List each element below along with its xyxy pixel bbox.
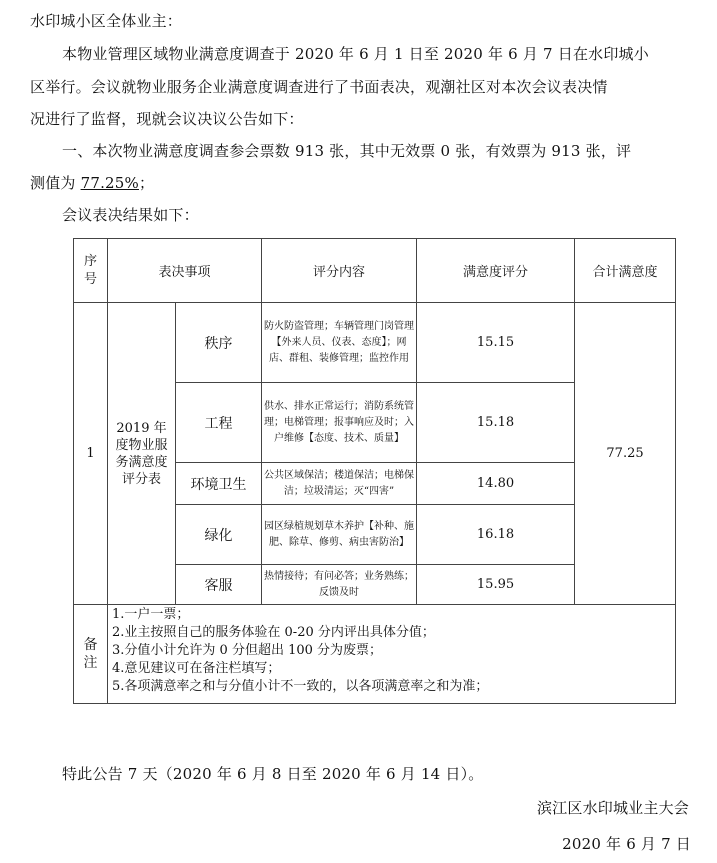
category-customer-service: 客服 (176, 565, 262, 605)
score-order: 15.15 (417, 303, 575, 383)
header-score: 满意度评分 (417, 239, 575, 303)
header-content: 评分内容 (262, 239, 417, 303)
evaluation-prefix: 测值为 (30, 174, 81, 192)
note-item: 5.各项满意率之和与分值小计不一致的，以各项满意率之和为准； (112, 679, 489, 694)
content-customer-service: 热情接待；有问必答；业务熟练；反馈及时 (262, 565, 417, 605)
note-item: 1.一户一票； (112, 607, 190, 622)
content-order: 防火防盗管理；车辆管理门岗管理【外来人员、仪表、态度】；网店、群租、装修管理；监控作用 (262, 303, 417, 383)
seq-number: 1 (74, 303, 108, 605)
header-item: 表决事项 (108, 239, 262, 303)
table-row (74, 303, 676, 383)
signature: 滨江区水印城业主大会 (536, 799, 689, 817)
category-order: 秩序 (176, 303, 262, 383)
score-customer-service: 15.95 (417, 565, 575, 605)
content-sanitation: 公共区域保洁；楼道保洁；电梯保洁；垃圾清运；灭“四害” (262, 463, 417, 505)
category-engineering: 工程 (176, 383, 262, 463)
evaluation-suffix: ； (138, 174, 155, 192)
content-engineering: 供水、排水正常运行；消防系统管理；电梯管理；报事响应及时；入户维修【态度、技术、质量】 (262, 383, 417, 463)
notes-row (74, 605, 676, 704)
score-sanitation: 14.80 (417, 463, 575, 505)
content-greening: 园区绿植规划草木养护【补种、施肥、除草、修剪、病虫害防治】 (262, 505, 417, 565)
results-intro: 会议表决结果如下： (62, 206, 199, 224)
paragraph-2-line-2 (30, 173, 154, 193)
paragraph-1-line-2: 区举行。会议就物业服务企业满意度调查进行了书面表决，观潮社区对本次会议表决情 (30, 78, 608, 96)
form-name-cell (108, 303, 176, 605)
total-satisfaction: 77.25 (575, 303, 676, 605)
note-item: 3.分值小计允许为 0 分但超出 100 分为废票； (112, 643, 383, 658)
note-item: 2.业主按照自己的服务体验在 0-20 分内评出具体分值； (112, 625, 435, 640)
score-engineering: 15.18 (417, 383, 575, 463)
notes-list (108, 605, 676, 704)
category-greening: 绿化 (176, 505, 262, 565)
evaluation-value: 77.25% (80, 174, 139, 192)
header-seq: 序号 (74, 239, 108, 303)
score-greening: 16.18 (417, 505, 575, 565)
table-header-row (74, 239, 676, 303)
header-total: 合计满意度 (575, 239, 676, 303)
category-sanitation: 环境卫生 (176, 463, 262, 505)
document-date: 2020 年 6 月 7 日 (562, 835, 691, 853)
paragraph-1-line-1: 本物业管理区域物业满意度调查于 2020 年 6 月 1 日至 2020 年 6 月 7 日在水印城小 (62, 45, 649, 63)
greeting: 水印城小区全体业主： (30, 12, 183, 30)
paragraph-2-line-1: 一、本次物业满意度调查参会票数 913 张，其中无效票 0 张，有效票为 913 张，评 (62, 142, 632, 160)
announce-period: 特此公告 7 天（2020 年 6 月 8 日至 2020 年 6 月 14 日）。 (62, 765, 484, 783)
note-item: 4.意见建议可在备注栏填写； (112, 661, 281, 676)
notes-label: 备注 (83, 637, 98, 671)
vote-results-table (73, 238, 676, 704)
notes-label-cell (74, 605, 108, 704)
form-name: 2019 年度物业服务满意度评分表 (115, 420, 168, 487)
paragraph-1-line-3: 况进行了监督，现就会议决议公告如下： (30, 110, 304, 128)
